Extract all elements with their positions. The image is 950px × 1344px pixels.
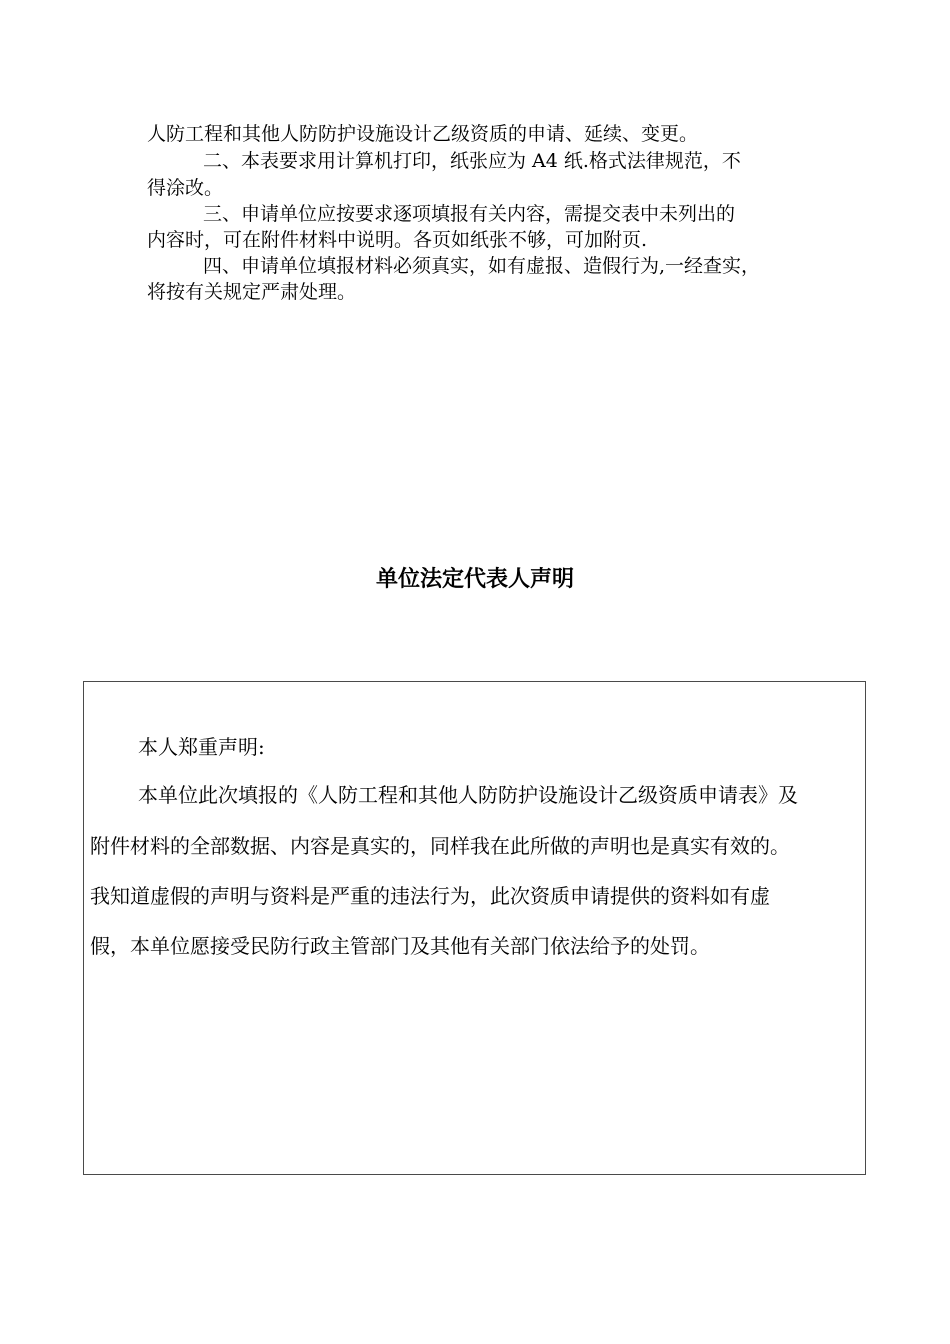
instruction-line: 内容时，可在附件材料中说明。各页如纸张不够，可加附页. xyxy=(147,229,648,251)
instruction-line: 得涂改。 xyxy=(147,177,224,199)
declaration-body-line: 假，本单位愿接受民防行政主管部门及其他有关部门依法给予的处罚。 xyxy=(90,934,710,958)
declaration-title: 单位法定代表人声明 xyxy=(375,567,574,592)
declaration-opening: 本人郑重声明: xyxy=(138,735,265,759)
declaration-body-line: 我知道虚假的声明与资料是严重的违法行为，此次资质申请提供的资料如有虚 xyxy=(90,884,770,908)
instruction-line: 人防工程和其他人防防护设施设计乙级资质的申请、延续、变更。 xyxy=(147,123,699,145)
instruction-item-2: 二、本表要求用计算机打印，纸张应为 A4 纸.格式法律规范，不 xyxy=(203,150,741,172)
declaration-body-line: 附件材料的全部数据、内容是真实的，同样我在此所做的声明也是真实有效的。 xyxy=(90,834,790,858)
instruction-line: 将按有关规定严肃处理。 xyxy=(147,281,357,303)
declaration-box xyxy=(83,681,866,1175)
declaration-body-line: 本单位此次填报的《人防工程和其他人防防护设施设计乙级资质申请表》及 xyxy=(138,783,798,807)
instruction-item-3: 三、申请单位应按要求逐项填报有关内容，需提交表中未列出的 xyxy=(203,203,736,225)
instruction-item-4: 四、申请单位填报材料必须真实，如有虚报、造假行为,一经查实， xyxy=(203,255,761,277)
